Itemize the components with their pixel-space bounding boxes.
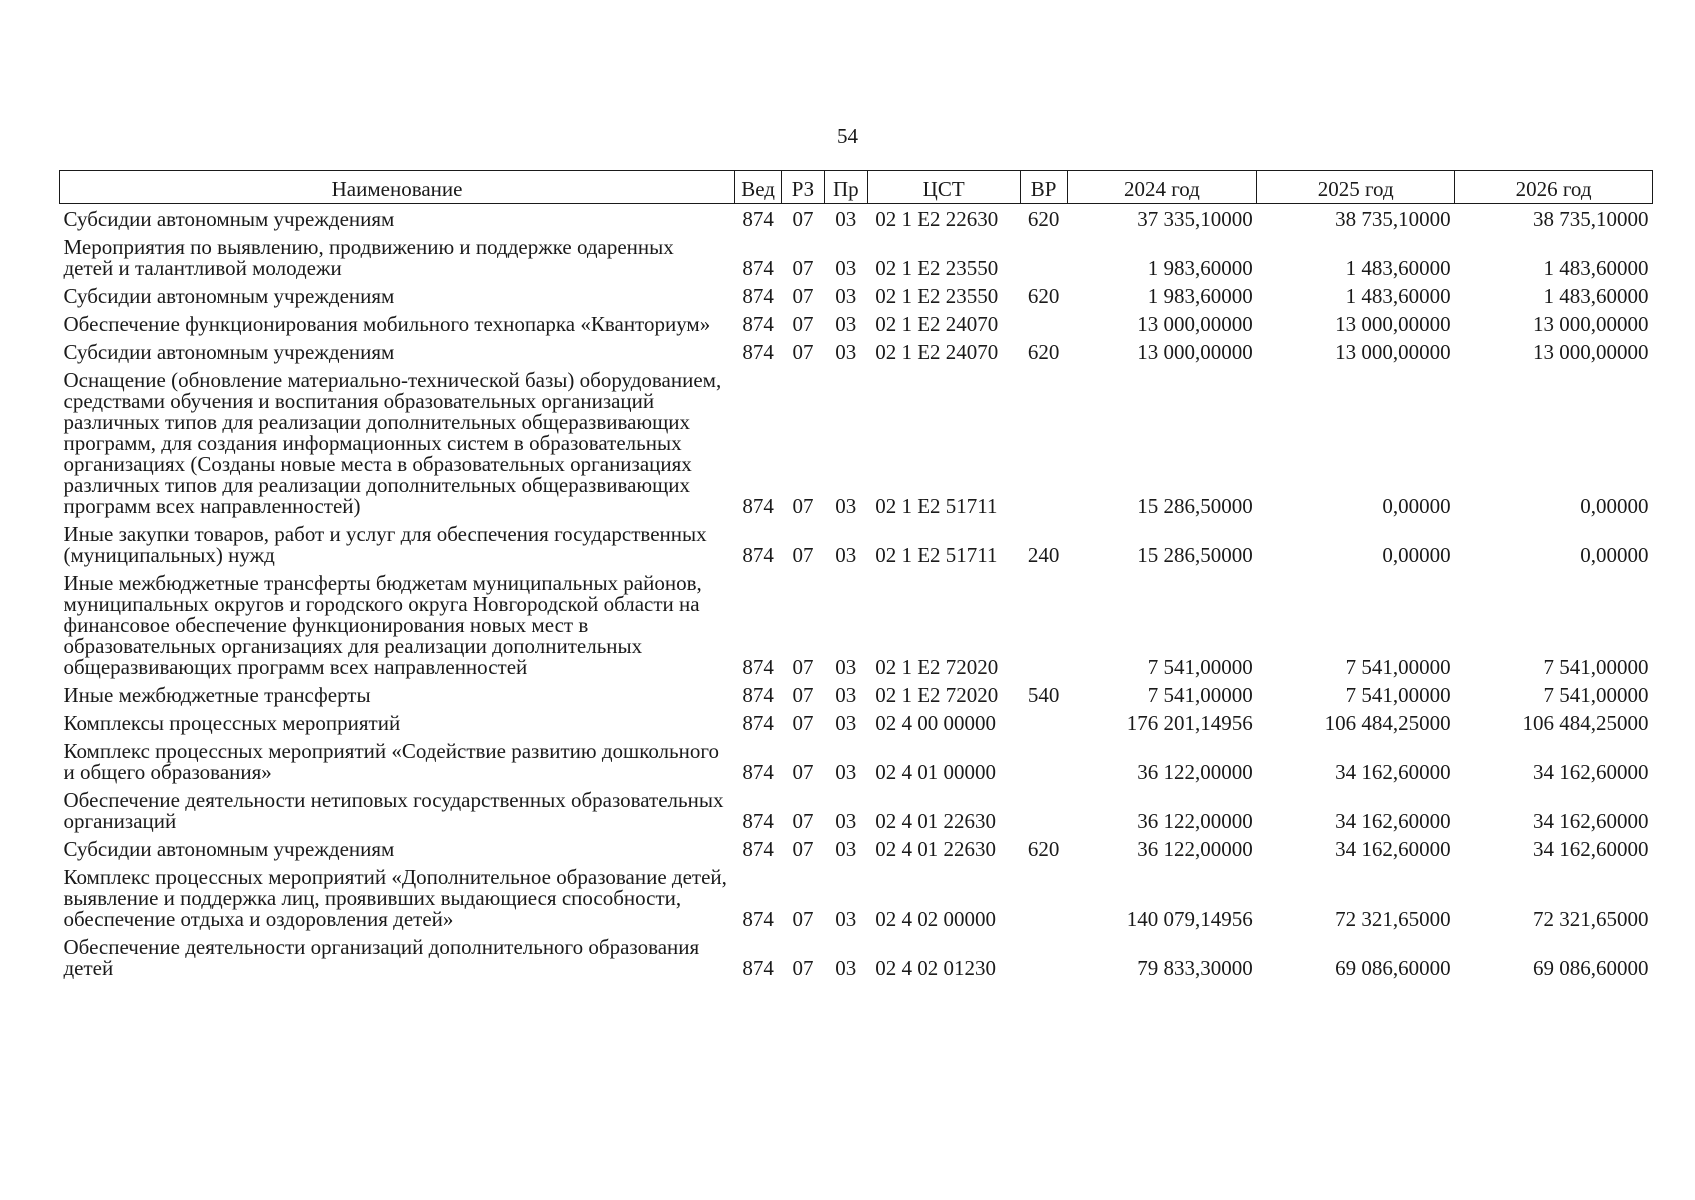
cell-cst: 02 1 Е2 23550 bbox=[875, 256, 999, 280]
cell-name: Обеспечение деятельности организаций дополнительного образования детей bbox=[63, 935, 700, 980]
cell-rz: 07 bbox=[792, 956, 814, 980]
cell-2025: 34 162,60000 bbox=[1335, 809, 1451, 833]
budget-table bbox=[59, 170, 1653, 981]
cell-cst: 02 4 01 22630 bbox=[875, 837, 996, 861]
cell-rz: 07 bbox=[792, 711, 814, 735]
table-row bbox=[60, 232, 1653, 281]
cell-ved: 874 bbox=[742, 809, 774, 833]
cell-2026: 7 541,00000 bbox=[1543, 655, 1649, 679]
cell-cst: 02 4 02 00000 bbox=[875, 907, 996, 931]
cell-2024: 176 201,14956 bbox=[1126, 711, 1253, 735]
cell-2024: 79 833,30000 bbox=[1137, 956, 1253, 980]
col-header-2025: 2025 год bbox=[1257, 171, 1455, 204]
cell-2025: 13 000,00000 bbox=[1335, 340, 1451, 364]
col-header-2024: 2024 год bbox=[1067, 171, 1257, 204]
cell-2025: 72 321,65000 bbox=[1335, 907, 1451, 931]
table-row bbox=[60, 680, 1653, 708]
cell-name: Комплекс процессных мероприятий «Содействие развитию дошкольного и общего образования» bbox=[63, 739, 719, 784]
table-body bbox=[60, 204, 1653, 982]
cell-2025: 69 086,60000 bbox=[1335, 956, 1451, 980]
cell-2024: 15 286,50000 bbox=[1137, 543, 1253, 567]
table-row bbox=[60, 204, 1653, 233]
cell-2025: 1 483,60000 bbox=[1345, 256, 1451, 280]
col-header-cst: ЦСТ bbox=[867, 171, 1020, 204]
cell-2026: 69 086,60000 bbox=[1533, 956, 1649, 980]
cell-2026: 13 000,00000 bbox=[1533, 340, 1649, 364]
cell-2025: 0,00000 bbox=[1382, 543, 1451, 567]
cell-2026: 34 162,60000 bbox=[1533, 837, 1649, 861]
cell-cst: 02 4 02 01230 bbox=[875, 956, 996, 980]
table-row bbox=[60, 708, 1653, 736]
table-row bbox=[60, 519, 1653, 568]
table-row bbox=[60, 309, 1653, 337]
cell-2025: 0,00000 bbox=[1382, 494, 1451, 518]
cell-rz: 07 bbox=[792, 760, 814, 784]
cell-ved: 874 bbox=[742, 711, 774, 735]
cell-pr: 03 bbox=[835, 956, 857, 980]
table-row bbox=[60, 736, 1653, 785]
cell-cst: 02 1 Е2 51711 bbox=[875, 543, 998, 567]
cell-2026: 72 321,65000 bbox=[1533, 907, 1649, 931]
cell-2024: 7 541,00000 bbox=[1147, 655, 1253, 679]
table-row bbox=[60, 932, 1653, 981]
cell-ved: 874 bbox=[742, 207, 774, 231]
cell-pr: 03 bbox=[835, 809, 857, 833]
cell-2025: 13 000,00000 bbox=[1335, 312, 1451, 336]
cell-pr: 03 bbox=[835, 284, 857, 308]
cell-rz: 07 bbox=[792, 494, 814, 518]
cell-rz: 07 bbox=[792, 837, 814, 861]
cell-2026: 13 000,00000 bbox=[1533, 312, 1649, 336]
cell-2024: 1 983,60000 bbox=[1147, 256, 1253, 280]
cell-vr bbox=[1020, 309, 1067, 337]
cell-2025: 38 735,10000 bbox=[1335, 207, 1451, 231]
cell-ved: 874 bbox=[742, 655, 774, 679]
cell-cst: 02 1 Е2 22630 bbox=[875, 207, 999, 231]
cell-ved: 874 bbox=[742, 837, 774, 861]
cell-cst: 02 4 00 00000 bbox=[875, 711, 996, 735]
cell-vr bbox=[1020, 708, 1067, 736]
cell-vr bbox=[1020, 568, 1067, 680]
cell-rz: 07 bbox=[792, 655, 814, 679]
cell-cst: 02 4 01 22630 bbox=[875, 809, 996, 833]
cell-2024: 140 079,14956 bbox=[1126, 907, 1253, 931]
table-row bbox=[60, 281, 1653, 309]
table-row bbox=[60, 365, 1653, 519]
cell-cst: 02 1 Е2 24070 bbox=[875, 312, 999, 336]
cell-vr bbox=[1020, 932, 1067, 981]
col-header-2026: 2026 год bbox=[1455, 171, 1653, 204]
cell-name: Иные межбюджетные трансферты бюджетам муниципальных районов, муниципальных округов и городского округа Новгородской области на финансовое обеспечение функционирования новых мест в образовательных организациях для реализации дополнительных общеразвивающих программ всех направленностей bbox=[63, 571, 702, 679]
cell-ved: 874 bbox=[742, 683, 774, 707]
cell-cst: 02 1 Е2 72020 bbox=[875, 655, 999, 679]
table-row bbox=[60, 862, 1653, 932]
cell-ved: 874 bbox=[742, 494, 774, 518]
cell-vr: 620 bbox=[1027, 207, 1060, 231]
cell-vr: 620 bbox=[1027, 837, 1060, 861]
table-row bbox=[60, 834, 1653, 862]
cell-2025: 7 541,00000 bbox=[1345, 655, 1451, 679]
cell-2025: 34 162,60000 bbox=[1335, 760, 1451, 784]
cell-rz: 07 bbox=[792, 809, 814, 833]
cell-2025: 1 483,60000 bbox=[1345, 284, 1451, 308]
cell-2026: 38 735,10000 bbox=[1533, 207, 1649, 231]
col-header-vr: ВР bbox=[1020, 171, 1067, 204]
cell-name: Субсидии автономным учреждениям bbox=[63, 284, 395, 308]
cell-ved: 874 bbox=[742, 956, 774, 980]
cell-name: Мероприятия по выявлению, продвижению и поддержке одаренных детей и талантливой молодежи bbox=[63, 235, 674, 280]
cell-ved: 874 bbox=[742, 284, 774, 308]
col-header-name: Наименование bbox=[60, 171, 735, 204]
cell-2026: 0,00000 bbox=[1580, 543, 1649, 567]
cell-ved: 874 bbox=[742, 256, 774, 280]
cell-2024: 36 122,00000 bbox=[1137, 760, 1253, 784]
cell-cst: 02 4 01 00000 bbox=[875, 760, 996, 784]
page-number: 54 bbox=[837, 124, 858, 148]
table-header-row bbox=[60, 171, 1653, 204]
cell-ved: 874 bbox=[742, 312, 774, 336]
cell-ved: 874 bbox=[742, 760, 774, 784]
cell-name: Иные закупки товаров, работ и услуг для обеспечения государственных (муниципальных) нужд bbox=[63, 522, 707, 567]
cell-vr bbox=[1020, 232, 1067, 281]
cell-pr: 03 bbox=[835, 494, 857, 518]
cell-2024: 36 122,00000 bbox=[1137, 837, 1253, 861]
cell-2024: 7 541,00000 bbox=[1147, 683, 1253, 707]
cell-name: Субсидии автономным учреждениям bbox=[63, 837, 395, 861]
cell-2026: 106 484,25000 bbox=[1522, 711, 1649, 735]
cell-pr: 03 bbox=[835, 655, 857, 679]
cell-name: Иные межбюджетные трансферты bbox=[63, 683, 371, 707]
cell-2026: 7 541,00000 bbox=[1543, 683, 1649, 707]
cell-pr: 03 bbox=[835, 312, 857, 336]
cell-rz: 07 bbox=[792, 340, 814, 364]
cell-2026: 1 483,60000 bbox=[1543, 284, 1649, 308]
cell-rz: 07 bbox=[792, 312, 814, 336]
cell-ved: 874 bbox=[742, 340, 774, 364]
cell-2026: 34 162,60000 bbox=[1533, 809, 1649, 833]
cell-cst: 02 1 Е2 23550 bbox=[875, 284, 999, 308]
cell-cst: 02 1 Е2 24070 bbox=[875, 340, 999, 364]
cell-pr: 03 bbox=[835, 711, 857, 735]
cell-name: Субсидии автономным учреждениям bbox=[63, 207, 395, 231]
cell-pr: 03 bbox=[835, 683, 857, 707]
cell-name: Комплексы процессных мероприятий bbox=[63, 711, 401, 735]
cell-2024: 13 000,00000 bbox=[1137, 340, 1253, 364]
cell-vr bbox=[1020, 862, 1067, 932]
cell-ved: 874 bbox=[742, 907, 774, 931]
cell-2024: 37 335,10000 bbox=[1137, 207, 1253, 231]
cell-name: Обеспечение деятельности нетиповых государственных образовательных организаций bbox=[63, 788, 724, 833]
cell-vr: 620 bbox=[1027, 284, 1060, 308]
cell-name: Обеспечение функционирования мобильного технопарка «Кванториум» bbox=[63, 312, 711, 336]
cell-vr: 620 bbox=[1027, 340, 1060, 364]
cell-vr bbox=[1020, 736, 1067, 785]
col-header-rz: РЗ bbox=[782, 171, 825, 204]
cell-pr: 03 bbox=[835, 543, 857, 567]
cell-rz: 07 bbox=[792, 683, 814, 707]
cell-rz: 07 bbox=[792, 256, 814, 280]
cell-vr bbox=[1020, 785, 1067, 834]
cell-2025: 34 162,60000 bbox=[1335, 837, 1451, 861]
cell-2024: 36 122,00000 bbox=[1137, 809, 1253, 833]
cell-name: Оснащение (обновление материально-технической базы) оборудованием, средствами обучения и воспитания образовательных организаций различных типов для реализации дополнительных общеразвивающих программ, для создания информационных систем в образовательных организациях (Созданы новые места в образовательных организациях различных типов для реализации дополнительных общеразвивающих программ всех направленностей) bbox=[63, 368, 722, 518]
cell-vr: 240 bbox=[1027, 543, 1060, 567]
cell-rz: 07 bbox=[792, 284, 814, 308]
cell-2025: 7 541,00000 bbox=[1345, 683, 1451, 707]
cell-pr: 03 bbox=[835, 256, 857, 280]
cell-vr bbox=[1020, 365, 1067, 519]
cell-name: Комплекс процессных мероприятий «Дополнительное образование детей, выявление и поддержка лиц, проявивших выдающиеся способности, обеспечение отдыха и оздоровления детей» bbox=[63, 865, 727, 931]
cell-name: Субсидии автономным учреждениям bbox=[63, 340, 395, 364]
table-row bbox=[60, 337, 1653, 365]
cell-pr: 03 bbox=[835, 837, 857, 861]
cell-2026: 34 162,60000 bbox=[1533, 760, 1649, 784]
cell-pr: 03 bbox=[835, 907, 857, 931]
col-header-pr: Пр bbox=[824, 171, 867, 204]
cell-pr: 03 bbox=[835, 760, 857, 784]
cell-pr: 03 bbox=[835, 340, 857, 364]
table-row bbox=[60, 568, 1653, 680]
cell-2025: 106 484,25000 bbox=[1324, 711, 1451, 735]
cell-2026: 0,00000 bbox=[1580, 494, 1649, 518]
cell-rz: 07 bbox=[792, 543, 814, 567]
cell-cst: 02 1 Е2 72020 bbox=[875, 683, 999, 707]
cell-rz: 07 bbox=[792, 207, 814, 231]
cell-pr: 03 bbox=[835, 207, 857, 231]
cell-2024: 15 286,50000 bbox=[1137, 494, 1253, 518]
cell-ved: 874 bbox=[742, 543, 774, 567]
cell-cst: 02 1 Е2 51711 bbox=[875, 494, 998, 518]
col-header-ved: Вед bbox=[735, 171, 782, 204]
cell-2026: 1 483,60000 bbox=[1543, 256, 1649, 280]
cell-rz: 07 bbox=[792, 907, 814, 931]
cell-2024: 13 000,00000 bbox=[1137, 312, 1253, 336]
cell-vr: 540 bbox=[1027, 683, 1060, 707]
cell-2024: 1 983,60000 bbox=[1147, 284, 1253, 308]
table-row bbox=[60, 785, 1653, 834]
